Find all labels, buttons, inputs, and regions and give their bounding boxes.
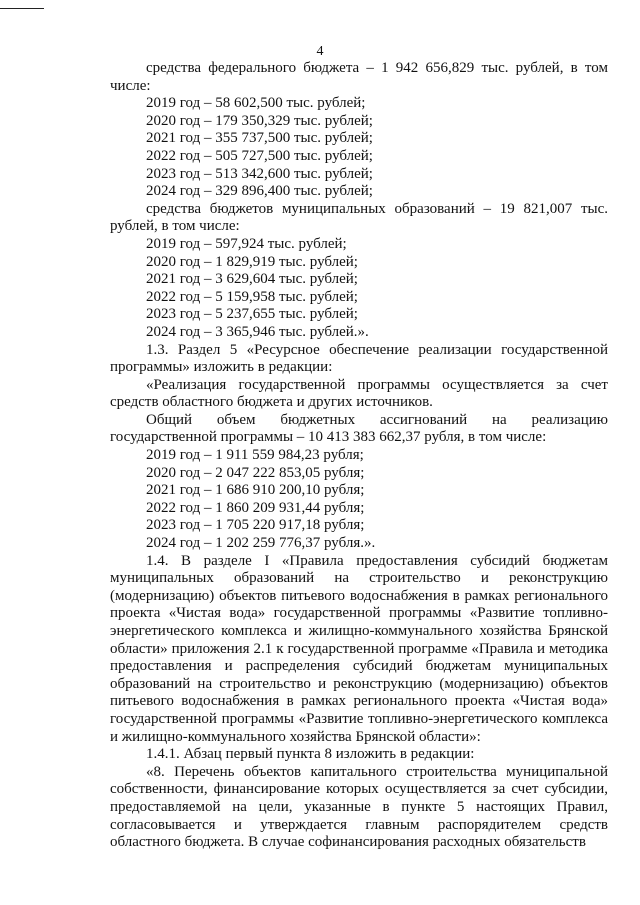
list-item: 2019 год – 58 602,500 тыс. рублей; [146,95,366,112]
list-item: 2019 год – 597,924 тыс. рублей; [146,235,347,252]
list-item: 2022 год – 1 860 209 931,44 рубля; [146,499,365,516]
page-number: 4 [316,44,324,59]
paragraph: «Реализация государственной программы осуществляется за счет средств областного бюджета и других источников. [110,376,608,411]
paragraph: средства федерального бюджета – 1 942 656,829 тыс. рублей, в том числе: [110,60,608,94]
list-item: 2020 год – 179 350,329 тыс. рублей; [146,112,373,129]
paragraph: Общий объем бюджетных ассигнований на реализацию государственной программы – 10 413 383 662,37 рубля, в том числе: [110,411,608,446]
list-item: 2021 год – 1 686 910 200,10 рубля; [146,482,365,499]
paragraph: 1.3. Раздел 5 «Ресурсное обеспечение реализации государственной программы» изложить в редакции: [110,341,608,376]
paragraph: средства бюджетов муниципальных образований – 19 821,007 тыс. рублей, в том числе: [110,200,608,235]
list-item: 2023 год – 5 237,655 тыс. рублей; [146,306,358,323]
list-item: 2022 год – 505 727,500 тыс. рублей; [146,147,373,164]
top-edge-line [0,8,44,9]
document-body [110,60,608,852]
list-item: 2024 год – 1 202 259 776,37 рубля.». [146,535,376,552]
paragraph: 1.4.1. Абзац первый пункта 8 изложить в редакции: [146,746,475,763]
list-item: 2024 год – 329 896,400 тыс. рублей; [146,183,373,200]
list-item: 2020 год – 1 829,919 тыс. рублей; [146,253,358,270]
paragraph: 1.4. В разделе I «Правила предоставления субсидий бюджетам муниципальных образований на строительство и реконструкцию (модернизацию) объектов питьевого водоснабжения в рамках регионального проекта «Чистая вода» государственной программы «Развитие топливно-энергетического комплекса и жилищно-коммунального хозяйства Брянской области» приложения 2.1 к государственной программе «Правила и методика предоставления и распределения субсидий бюджетам муниципальных образований на строительство и реконструкцию (модернизацию) объектов питьевого водоснабжения в рамках регионального проекта «Чистая вода» государственной программы «Развитие топливно-энергетического комплекса и жилищно-коммунального хозяйства Брянской области»: [110,552,608,745]
list-item: 2021 год – 355 737,500 тыс. рублей; [146,130,373,147]
list-item: 2021 год – 3 629,604 тыс. рублей; [146,271,358,288]
list-item: 2024 год – 3 365,946 тыс. рублей.». [146,323,369,340]
list-item: 2022 год – 5 159,958 тыс. рублей; [146,288,358,305]
list-item: 2023 год – 513 342,600 тыс. рублей; [146,165,373,182]
paragraph: «8. Перечень объектов капитального строительства муниципальной собственности, финансирование которых осуществляется за счет субсидии, предоставляемой на цели, указанные в пункте 5 настоящих Правил, согласовывается и утверждается главным распорядителем средств областного бюджета. В случае софинансирования расходных обязательств [110,763,608,851]
list-item: 2019 год – 1 911 559 984,23 рубля; [146,447,364,464]
list-item: 2023 год – 1 705 220 917,18 рубля; [146,517,365,534]
list-item: 2020 год – 2 047 222 853,05 рубля; [146,464,365,481]
